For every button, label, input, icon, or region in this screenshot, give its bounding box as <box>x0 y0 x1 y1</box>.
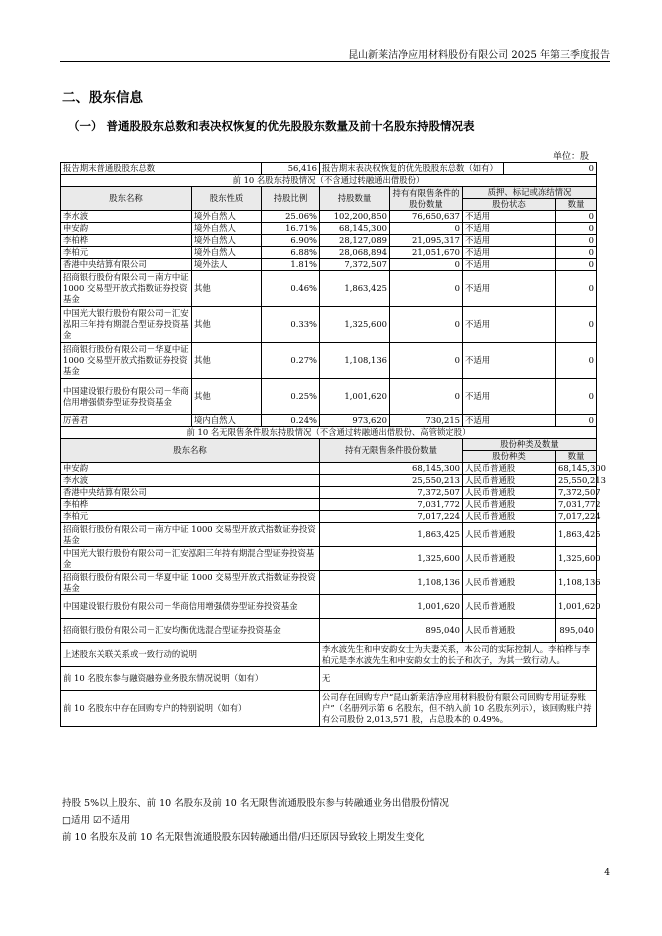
shareholder-name: 中国光大银行股份有限公司－汇安泓阳三年持有期混合型证券投资基金 <box>61 547 320 571</box>
pledge-status: 不适用 <box>463 415 556 427</box>
repurchase-label: 前 10 名股东中存在回购专户的特别说明（如有） <box>61 691 320 727</box>
page-number: 4 <box>604 868 610 878</box>
table-row <box>61 463 597 475</box>
share-type-qty: 895,040 <box>556 619 597 643</box>
holding-qty: 1,863,425 <box>320 271 390 307</box>
restricted-qty: 0 <box>390 343 463 379</box>
unrestricted-qty: 7,031,772 <box>320 499 463 511</box>
share-type-qty: 68,145,300 <box>556 463 597 475</box>
shareholder-name: 申安韵 <box>61 223 192 235</box>
col-header-pledge: 质押、标记或冻结情况 <box>463 187 597 199</box>
pledge-qty: 0 <box>556 271 597 307</box>
table-row <box>61 499 597 511</box>
table-row <box>61 235 597 247</box>
shareholder-name: 招商银行股份有限公司－华夏中证 1000 交易型开放式指数证券投资基金 <box>61 343 192 379</box>
share-type: 人民币普通股 <box>463 499 556 511</box>
shareholder-name: 招商银行股份有限公司－华夏中证 1000 交易型开放式指数证券投资基金 <box>61 571 320 595</box>
holding-qty: 973,620 <box>320 415 390 427</box>
unrestricted-qty: 1,325,600 <box>320 547 463 571</box>
preferred-holders-label: 报告期末表决权恢复的优先股股东总数（如有） <box>320 163 504 175</box>
restricted-qty: 0 <box>390 223 463 235</box>
share-type: 人民币普通股 <box>463 619 556 643</box>
col-header-name: 股东名称 <box>61 187 192 211</box>
holding-qty: 1,001,620 <box>320 379 390 415</box>
section-title: 二、股东信息 <box>62 90 143 106</box>
table-row <box>61 223 597 235</box>
margin-value: 无 <box>320 667 597 691</box>
pledge-qty: 0 <box>556 343 597 379</box>
pledge-status: 不适用 <box>463 223 556 235</box>
share-type: 人民币普通股 <box>463 571 556 595</box>
shareholder-nature: 境外自然人 <box>192 211 262 223</box>
unrestricted-qty: 1,001,620 <box>320 595 463 619</box>
table-row <box>61 415 597 427</box>
table-row <box>61 307 597 343</box>
col-header-nature: 股东性质 <box>192 187 262 211</box>
share-type-qty: 1,001,620 <box>556 595 597 619</box>
share-type-qty: 1,108,136 <box>556 571 597 595</box>
share-type: 人民币普通股 <box>463 595 556 619</box>
holding-qty: 28,068,894 <box>320 247 390 259</box>
holding-qty: 102,200,850 <box>320 211 390 223</box>
shareholder-name: 李水波 <box>61 475 320 487</box>
holding-ratio: 0.33% <box>262 307 320 343</box>
shareholder-name: 李柏元 <box>61 247 192 259</box>
header-divider <box>60 61 610 62</box>
footer-line-1: 持股 5%以上股东、前 10 名股东及前 10 名无限售流通股股东参与转融通业务出借股份情况 <box>62 798 449 809</box>
shareholder-name: 招商银行股份有限公司－南方中证 1000 交易型开放式指数证券投资基金 <box>61 271 192 307</box>
note-row <box>61 667 597 691</box>
shareholder-name: 李柏桦 <box>61 499 320 511</box>
shareholder-nature: 境外自然人 <box>192 235 262 247</box>
table-row <box>61 259 597 271</box>
restricted-qty: 0 <box>390 259 463 271</box>
table-header-row <box>61 187 597 199</box>
table-row <box>61 511 597 523</box>
share-type-qty: 1,863,425 <box>556 523 597 547</box>
holding-ratio: 0.25% <box>262 379 320 415</box>
table-row <box>61 343 597 379</box>
col-header-u-qty: 持有无限售条件股份数量 <box>320 439 463 463</box>
common-holders-value: 56,416 <box>262 163 320 175</box>
shareholder-name: 招商银行股份有限公司－汇安均衡优选混合型证券投资基金 <box>61 619 320 643</box>
note-row <box>61 643 597 667</box>
restricted-qty: 730,215 <box>390 415 463 427</box>
pledge-qty: 0 <box>556 259 597 271</box>
pledge-status: 不适用 <box>463 271 556 307</box>
holding-ratio: 0.24% <box>262 415 320 427</box>
share-type: 人民币普通股 <box>463 463 556 475</box>
unrestricted-qty: 7,372,507 <box>320 487 463 499</box>
share-type: 人民币普通股 <box>463 547 556 571</box>
common-holders-label: 报告期末普通股股东总数 <box>61 163 262 175</box>
unrestricted-qty: 25,550,213 <box>320 475 463 487</box>
restricted-qty: 0 <box>390 307 463 343</box>
shareholder-nature: 境外法人 <box>192 259 262 271</box>
share-type: 人民币普通股 <box>463 511 556 523</box>
share-type-qty: 7,372,507 <box>556 487 597 499</box>
col-header-u-type-qty: 数量 <box>556 451 597 463</box>
col-header-ratio: 持股比例 <box>262 187 320 211</box>
shareholder-name: 李柏元 <box>61 511 320 523</box>
share-type: 人民币普通股 <box>463 487 556 499</box>
restricted-qty: 0 <box>390 379 463 415</box>
shareholder-name: 厉善君 <box>61 415 192 427</box>
holding-qty: 1,325,600 <box>320 307 390 343</box>
table-row <box>61 547 597 571</box>
pledge-qty: 0 <box>556 307 597 343</box>
shareholder-name: 中国建设银行股份有限公司－华商信用增强债券型证券投资基金 <box>61 379 192 415</box>
shareholder-name: 李水波 <box>61 211 192 223</box>
restricted-qty: 21,095,317 <box>390 235 463 247</box>
related-value: 李水波先生和申安韵女士为夫妻关系，本公司的实际控制人。李柏桦与李柏元是李水波先生和申安韵女士的长子和次子，为其一致行动人。 <box>320 643 597 667</box>
table-row <box>61 211 597 223</box>
shareholder-name: 李柏桦 <box>61 235 192 247</box>
shareholder-name: 中国光大银行股份有限公司－汇安泓阳三年持有期混合型证券投资基金 <box>61 307 192 343</box>
shareholder-name: 香港中央结算有限公司 <box>61 259 192 271</box>
table-row <box>61 379 597 415</box>
unrestricted-title: 前 10 名无限售条件股东持股情况（不含通过转融通出借股份、高管锁定股） <box>61 427 597 439</box>
shareholder-nature: 境外自然人 <box>192 247 262 259</box>
shareholder-name: 香港中央结算有限公司 <box>61 487 320 499</box>
holding-qty: 68,145,300 <box>320 223 390 235</box>
share-type-qty: 7,017,224 <box>556 511 597 523</box>
share-type-qty: 25,550,213 <box>556 475 597 487</box>
note-row <box>61 691 597 727</box>
col-header-pledge-qty: 数量 <box>556 199 597 211</box>
share-type-qty: 1,325,600 <box>556 547 597 571</box>
summary-row <box>61 163 597 175</box>
col-header-qty: 持股数量 <box>320 187 390 211</box>
pledge-status: 不适用 <box>463 343 556 379</box>
pledge-qty: 0 <box>556 235 597 247</box>
pledge-qty: 0 <box>556 415 597 427</box>
table-row <box>61 475 597 487</box>
holding-qty: 1,108,136 <box>320 343 390 379</box>
unrestricted-qty: 1,108,136 <box>320 571 463 595</box>
restricted-qty: 21,051,670 <box>390 247 463 259</box>
preferred-holders-value: 0 <box>504 163 597 175</box>
share-type: 人民币普通股 <box>463 523 556 547</box>
shareholder-nature: 其他 <box>192 271 262 307</box>
section-row <box>61 427 597 439</box>
table-row <box>61 571 597 595</box>
shareholder-nature: 其他 <box>192 379 262 415</box>
col-header-u-name: 股东名称 <box>61 439 320 463</box>
pledge-status: 不适用 <box>463 379 556 415</box>
unrestricted-qty: 895,040 <box>320 619 463 643</box>
pledge-status: 不适用 <box>463 259 556 271</box>
unrestricted-qty: 68,145,300 <box>320 463 463 475</box>
unrestricted-qty: 1,863,425 <box>320 523 463 547</box>
shareholder-nature: 其他 <box>192 343 262 379</box>
related-label: 上述股东关联关系或一致行动的说明 <box>61 643 320 667</box>
shareholder-nature: 境外自然人 <box>192 223 262 235</box>
pledge-status: 不适用 <box>463 307 556 343</box>
share-type-qty: 7,031,772 <box>556 499 597 511</box>
holding-qty: 7,372,507 <box>320 259 390 271</box>
holding-ratio: 1.81% <box>262 259 320 271</box>
table-row <box>61 487 597 499</box>
holding-ratio: 0.27% <box>262 343 320 379</box>
holding-ratio: 25.06% <box>262 211 320 223</box>
holding-ratio: 16.71% <box>262 223 320 235</box>
top10-title: 前 10 名股东持股情况（不含通过转融通出借股份） <box>61 175 597 187</box>
table-row <box>61 619 597 643</box>
holding-qty: 28,127,089 <box>320 235 390 247</box>
pledge-status: 不适用 <box>463 235 556 247</box>
pledge-qty: 0 <box>556 211 597 223</box>
col-header-restricted: 持有有限售条件的股份数量 <box>390 187 463 211</box>
shareholder-name: 招商银行股份有限公司－南方中证 1000 交易型开放式指数证券投资基金 <box>61 523 320 547</box>
table-row <box>61 595 597 619</box>
pledge-qty: 0 <box>556 247 597 259</box>
footer-line-3: 前 10 名股东及前 10 名无限售流通股股东因转融通出借/归还原因导致较上期发生变化 <box>62 832 425 843</box>
subsection-title: （一） 普通股股东总数和表决权恢复的优先股股东数量及前十名股东持股情况表 <box>68 119 475 133</box>
holding-ratio: 6.88% <box>262 247 320 259</box>
pledge-status: 不适用 <box>463 211 556 223</box>
holding-ratio: 6.90% <box>262 235 320 247</box>
table-row <box>61 271 597 307</box>
restricted-qty: 76,650,637 <box>390 211 463 223</box>
shareholder-nature: 境内自然人 <box>192 415 262 427</box>
margin-label: 前 10 名股东参与融资融券业务股东情况说明（如有） <box>61 667 320 691</box>
col-header-u-type: 股份种类 <box>463 451 556 463</box>
repurchase-value: 公司存在回购专户“昆山新莱洁净应用材料股份有限公司回购专用证券账户”（名册列示第 6 名股东，但不纳入前 10 名股东列示），该回购账户持有公司股份 2,013,571 股，占总股本的 0.49%。 <box>320 691 597 727</box>
shareholder-name: 中国建设银行股份有限公司－华商信用增强债券型证券投资基金 <box>61 595 320 619</box>
shareholder-name: 申安韵 <box>61 463 320 475</box>
table-row <box>61 523 597 547</box>
section-row <box>61 175 597 187</box>
unrestricted-qty: 7,017,224 <box>320 511 463 523</box>
shareholder-table <box>60 162 606 727</box>
pledge-qty: 0 <box>556 223 597 235</box>
shareholder-nature: 其他 <box>192 307 262 343</box>
restricted-qty: 0 <box>390 271 463 307</box>
col-header-status: 股份状态 <box>463 199 556 211</box>
pledge-qty: 0 <box>556 379 597 415</box>
table-header-row <box>61 439 597 451</box>
col-header-u-type-group: 股份种类及数量 <box>463 439 597 451</box>
applicability-checkbox: □适用 ☑不适用 <box>62 815 131 826</box>
holding-ratio: 0.46% <box>262 271 320 307</box>
pledge-status: 不适用 <box>463 247 556 259</box>
unit-label: 单位：股 <box>552 152 589 162</box>
share-type: 人民币普通股 <box>463 475 556 487</box>
report-header: 昆山新莱洁净应用材料股份有限公司 2025 年第三季度报告 <box>348 50 610 61</box>
table-row <box>61 247 597 259</box>
